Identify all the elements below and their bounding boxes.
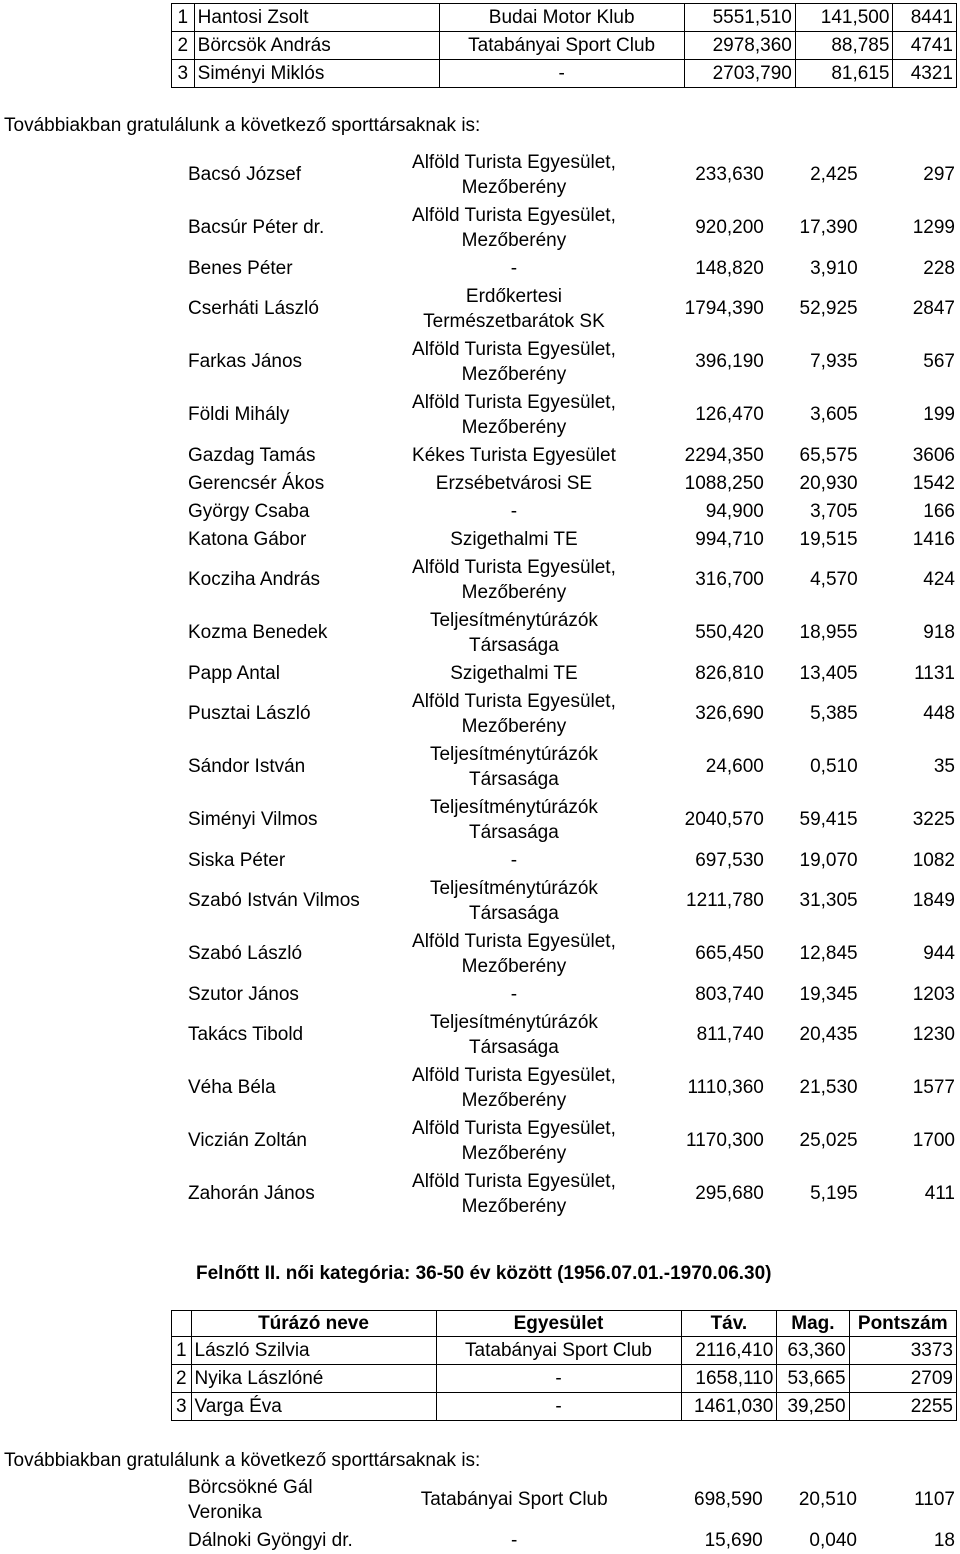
points-cell: 1542	[912, 472, 955, 494]
club-cell: -	[510, 983, 518, 1005]
distance-cell: 803,740	[695, 983, 764, 1005]
elevation-cell: 5,385	[810, 703, 858, 724]
club-cell: Erdőkertesi Természetbarátok SK	[423, 285, 605, 332]
club-cell: -	[510, 500, 518, 522]
elevation-cell: 53,665	[777, 1365, 849, 1393]
elevation-cell: 19,345	[799, 983, 858, 1005]
club-cell: -	[439, 60, 684, 88]
list-item	[186, 201, 958, 254]
points-cell: 1416	[912, 528, 955, 550]
list-item	[186, 441, 958, 469]
points-cell: 1203	[912, 983, 955, 1005]
name-cell: Hantosi Zsolt	[194, 4, 439, 32]
points-cell: 18	[933, 1529, 955, 1551]
elevation-cell: 20,435	[799, 1024, 858, 1045]
elevation-cell: 18,955	[799, 622, 858, 643]
distance-cell: 148,820	[695, 257, 764, 279]
header-elevation: Mag.	[777, 1311, 849, 1337]
club-cell: Erzsébetvárosi SE	[435, 472, 593, 494]
elevation-cell: 4,570	[810, 569, 858, 590]
elevation-cell: 2,425	[810, 164, 858, 185]
points-cell: 1107	[914, 1489, 955, 1510]
list-item	[186, 148, 958, 201]
elevation-cell: 88,785	[795, 32, 893, 60]
distance-cell: 326,690	[695, 703, 764, 724]
name-cell: Nyika Lászlóné	[191, 1365, 436, 1393]
category-title: Felnőtt II. női kategória: 36-50 év között (1956.07.01.-1970.06.30)	[196, 1263, 772, 1284]
name-cell: Siska Péter	[188, 849, 286, 871]
list-item	[186, 687, 958, 740]
name-cell: Papp Antal	[188, 662, 280, 684]
distance-cell: 1110,360	[687, 1077, 764, 1098]
distance-cell: 233,630	[695, 164, 764, 185]
elevation-cell: 3,910	[810, 257, 858, 279]
points-cell: 448	[923, 703, 955, 724]
congrats-heading: Továbbiakban gratulálunk a következő sporttársaknak is:	[4, 115, 481, 136]
elevation-cell: 81,615	[795, 60, 893, 88]
name-cell: Börcsökné Gál Veronika	[188, 1476, 313, 1523]
points-cell: 35	[933, 756, 955, 777]
points-cell: 2255	[849, 1393, 956, 1421]
points-cell: 567	[923, 351, 955, 372]
club-cell: Teljesítménytúrázók Társasága	[429, 796, 598, 843]
distance-cell: 550,420	[695, 622, 764, 643]
distance-cell: 2294,350	[684, 444, 764, 466]
elevation-cell: 141,500	[795, 4, 893, 32]
club-cell: Alföld Turista Egyesület, Mezőberény	[412, 556, 616, 603]
elevation-cell: 17,390	[799, 217, 858, 238]
club-cell: Alföld Turista Egyesület, Mezőberény	[412, 930, 616, 977]
points-cell: 2847	[912, 298, 955, 319]
rank-cell: 3	[172, 60, 195, 88]
points-cell: 918	[923, 622, 955, 643]
distance-cell: 665,450	[695, 943, 764, 964]
distance-cell: 15,690	[704, 1529, 763, 1551]
name-cell: Szabó László	[188, 943, 303, 964]
distance-cell: 24,600	[705, 756, 764, 777]
name-cell: László Szilvia	[191, 1337, 436, 1365]
club-cell: Alföld Turista Egyesület, Mezőberény	[412, 338, 616, 385]
elevation-cell: 3,605	[810, 404, 858, 425]
elevation-cell: 25,025	[799, 1130, 858, 1151]
header-name: Túrázó neve	[191, 1311, 436, 1337]
table-row	[172, 1393, 957, 1421]
distance-cell: 316,700	[695, 569, 764, 590]
list-item	[186, 793, 958, 846]
distance-cell: 1794,390	[684, 298, 764, 319]
rank-cell: 1	[172, 4, 195, 32]
list-item	[186, 1526, 958, 1554]
name-cell: Kocziha András	[188, 569, 321, 590]
club-cell: -	[436, 1393, 681, 1421]
club-cell: Alföld Turista Egyesület, Mezőberény	[412, 151, 616, 198]
list-item	[186, 388, 958, 441]
elevation-cell: 12,845	[799, 943, 858, 964]
name-cell: Sándor István	[188, 756, 306, 777]
name-cell: Gazdag Tamás	[188, 444, 316, 466]
bottom-podium-body	[172, 1337, 957, 1421]
top-podium-table	[171, 3, 957, 88]
distance-cell: 94,900	[705, 500, 764, 522]
list-item	[186, 497, 958, 525]
club-cell: Budai Motor Klub	[439, 4, 684, 32]
congrats-list-table	[186, 148, 958, 1220]
club-cell: Alföld Turista Egyesület, Mezőberény	[412, 690, 616, 737]
elevation-cell: 59,415	[799, 809, 858, 830]
distance-cell: 2978,360	[684, 32, 795, 60]
name-cell: Pusztai László	[188, 703, 311, 724]
name-cell: Varga Éva	[191, 1393, 436, 1421]
distance-cell: 126,470	[695, 404, 764, 425]
distance-cell: 1461,030	[681, 1393, 777, 1421]
points-cell: 3373	[849, 1337, 956, 1365]
list-item	[186, 1008, 958, 1061]
congrats-list-body	[186, 148, 958, 1220]
distance-cell: 1211,780	[686, 890, 764, 911]
header-distance: Táv.	[681, 1311, 777, 1337]
club-cell: Teljesítménytúrázók Társasága	[429, 609, 598, 656]
rank-cell: 3	[172, 1393, 192, 1421]
distance-cell: 2703,790	[684, 60, 795, 88]
list-item	[186, 254, 958, 282]
club-cell: Szigethalmi TE	[450, 528, 578, 550]
points-cell: 1131	[914, 662, 955, 684]
points-cell: 2709	[849, 1365, 956, 1393]
points-cell: 4741	[893, 32, 957, 60]
club-cell: -	[510, 257, 518, 279]
club-cell: Alföld Turista Egyesület, Mezőberény	[412, 1117, 616, 1164]
points-cell: 3606	[912, 444, 955, 466]
points-cell: 228	[923, 257, 955, 279]
points-cell: 1700	[912, 1130, 955, 1151]
club-cell: Tatabányai Sport Club	[420, 1489, 608, 1510]
elevation-cell: 13,405	[799, 662, 858, 684]
distance-cell: 295,680	[695, 1183, 764, 1204]
congrats-list-2-body	[186, 1473, 958, 1554]
header-club: Egyesület	[436, 1311, 681, 1337]
table-row	[172, 1337, 957, 1365]
list-item	[186, 659, 958, 687]
list-item	[186, 1473, 958, 1526]
name-cell: Szutor János	[188, 983, 299, 1005]
elevation-cell: 0,510	[810, 756, 858, 777]
points-cell: 1577	[912, 1077, 955, 1098]
rank-cell: 2	[172, 1365, 192, 1393]
club-cell: -	[510, 849, 518, 871]
list-item	[186, 469, 958, 497]
list-item	[186, 980, 958, 1008]
table-row	[172, 1365, 957, 1393]
club-cell: Teljesítménytúrázók Társasága	[429, 877, 598, 924]
list-item	[186, 846, 958, 874]
club-cell: -	[436, 1365, 681, 1393]
name-cell: Siményi Vilmos	[188, 809, 318, 830]
club-cell: Kékes Turista Egyesület	[412, 444, 616, 466]
points-cell: 8441	[893, 4, 957, 32]
points-cell: 166	[923, 500, 955, 522]
list-item	[186, 282, 958, 335]
elevation-cell: 39,250	[777, 1393, 849, 1421]
name-cell: Bacsúr Péter dr.	[188, 217, 325, 238]
points-cell: 4321	[893, 60, 957, 88]
club-cell: Szigethalmi TE	[450, 662, 578, 684]
table-row	[172, 32, 957, 60]
club-cell: Teljesítménytúrázók Társasága	[429, 1011, 598, 1058]
congrats-list-2-table	[186, 1473, 958, 1554]
name-cell: Cserháti László	[188, 298, 319, 319]
points-cell: 3225	[912, 809, 955, 830]
distance-cell: 1658,110	[681, 1365, 777, 1393]
list-item	[186, 874, 958, 927]
name-cell: Kozma Benedek	[188, 622, 328, 643]
name-cell: Gerencsér Ákos	[188, 472, 325, 494]
list-item	[186, 525, 958, 553]
elevation-cell: 31,305	[799, 890, 858, 911]
name-cell: Viczián Zoltán	[188, 1130, 307, 1151]
points-cell: 944	[923, 943, 955, 964]
points-cell: 411	[924, 1183, 955, 1204]
points-cell: 1849	[912, 890, 955, 911]
points-cell: 1082	[912, 849, 955, 871]
elevation-cell: 19,070	[799, 849, 858, 871]
distance-cell: 697,530	[695, 849, 764, 871]
points-cell: 1230	[912, 1024, 955, 1045]
points-cell: 424	[923, 569, 955, 590]
elevation-cell: 21,530	[799, 1077, 858, 1098]
table-row	[172, 60, 957, 88]
list-item	[186, 1114, 958, 1167]
rank-cell: 1	[172, 1337, 192, 1365]
list-item	[186, 1167, 958, 1220]
club-cell: Alföld Turista Egyesület, Mezőberény	[412, 1170, 616, 1217]
table-row	[172, 4, 957, 32]
bottom-podium-table	[171, 1310, 957, 1421]
name-cell: Farkas János	[188, 351, 303, 372]
elevation-cell: 19,515	[799, 528, 858, 550]
list-item	[186, 335, 958, 388]
points-cell: 297	[923, 164, 955, 185]
elevation-cell: 20,510	[798, 1489, 857, 1510]
elevation-cell: 3,705	[810, 500, 858, 522]
name-cell: Börcsök András	[194, 32, 439, 60]
elevation-cell: 52,925	[799, 298, 858, 319]
name-cell: György Csaba	[188, 500, 310, 522]
distance-cell: 920,200	[695, 217, 764, 238]
distance-cell: 698,590	[694, 1489, 763, 1510]
distance-cell: 396,190	[695, 351, 764, 372]
club-cell: -	[511, 1529, 518, 1551]
club-cell: Tatabányai Sport Club	[436, 1337, 681, 1365]
club-cell: Alföld Turista Egyesület, Mezőberény	[412, 1064, 616, 1111]
distance-cell: 994,710	[695, 528, 764, 550]
elevation-cell: 63,360	[777, 1337, 849, 1365]
distance-cell: 811,740	[696, 1024, 764, 1045]
list-item	[186, 553, 958, 606]
congrats-heading-2: Továbbiakban gratulálunk a következő sporttársaknak is:	[4, 1450, 481, 1471]
club-cell: Alföld Turista Egyesület, Mezőberény	[412, 391, 616, 438]
list-item	[186, 740, 958, 793]
club-cell: Teljesítménytúrázók Társasága	[429, 743, 598, 790]
name-cell: Takács Tibold	[188, 1024, 304, 1045]
distance-cell: 1170,300	[686, 1130, 764, 1151]
list-item	[186, 1061, 958, 1114]
header-rank	[172, 1311, 192, 1337]
distance-cell: 826,810	[695, 662, 764, 684]
points-cell: 199	[923, 404, 955, 425]
name-cell: Véha Béla	[188, 1077, 276, 1098]
header-points: Pontszám	[849, 1311, 956, 1337]
elevation-cell: 5,195	[810, 1183, 858, 1204]
club-cell: Alföld Turista Egyesület, Mezőberény	[412, 204, 616, 251]
name-cell: Siményi Miklós	[194, 60, 439, 88]
name-cell: Földi Mihály	[188, 404, 290, 425]
distance-cell: 2116,410	[681, 1337, 777, 1365]
name-cell: Dálnoki Gyöngyi dr.	[188, 1529, 353, 1551]
list-item	[186, 927, 958, 980]
elevation-cell: 65,575	[799, 444, 858, 466]
name-cell: Bacsó József	[188, 164, 301, 185]
elevation-cell: 20,930	[799, 472, 858, 494]
distance-cell: 1088,250	[684, 472, 764, 494]
rank-cell: 2	[172, 32, 195, 60]
name-cell: Szabó István Vilmos	[188, 890, 360, 911]
distance-cell: 5551,510	[684, 4, 795, 32]
elevation-cell: 7,935	[810, 351, 858, 372]
points-cell: 1299	[912, 217, 955, 238]
distance-cell: 2040,570	[684, 809, 764, 830]
name-cell: Zahorán János	[188, 1183, 315, 1204]
club-cell: Tatabányai Sport Club	[439, 32, 684, 60]
header-row	[172, 1311, 957, 1337]
top-podium-body	[172, 4, 957, 88]
list-item	[186, 606, 958, 659]
name-cell: Katona Gábor	[188, 528, 307, 550]
name-cell: Benes Péter	[188, 257, 293, 279]
elevation-cell: 0,040	[809, 1529, 857, 1551]
